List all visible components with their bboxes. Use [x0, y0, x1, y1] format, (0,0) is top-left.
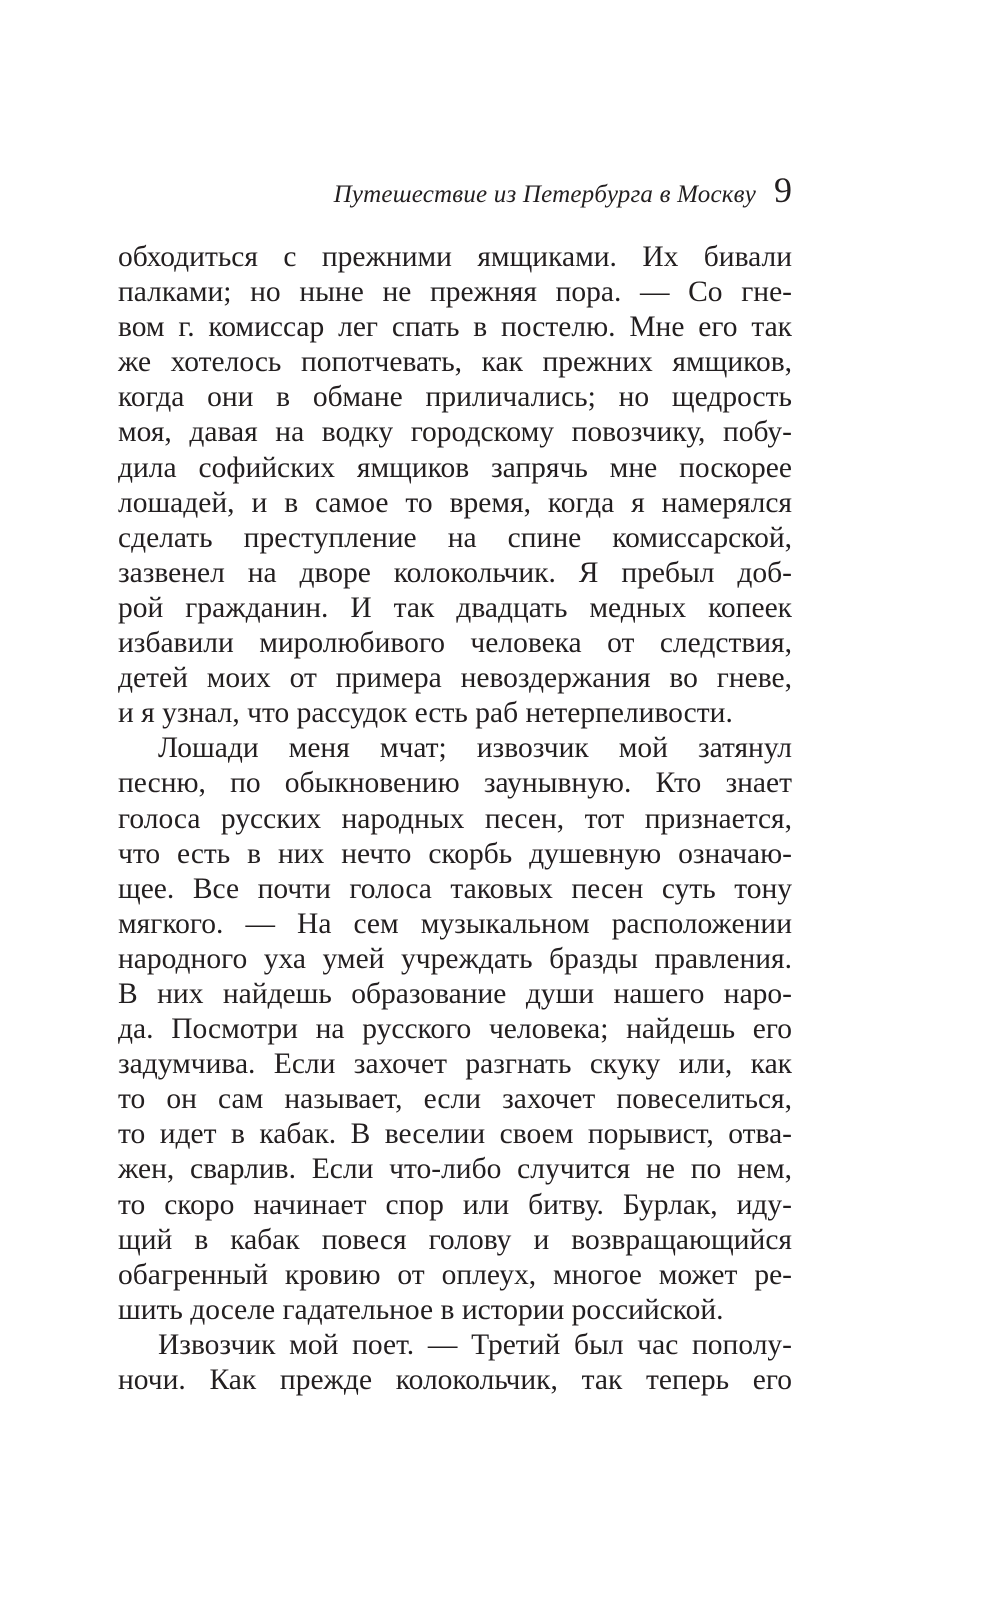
text-line: дила софийских ямщиков запрячь мне поскорее [118, 451, 792, 484]
page-number: 9 [774, 170, 792, 210]
text-line: да. Посмотри на русского человека; найдешь его [118, 1013, 792, 1046]
paragraph [118, 1328, 792, 1398]
text-line: сделать преступление на спине комиссарской, [118, 521, 792, 554]
running-title: Путешествие из Петербурга в Москву [333, 181, 756, 208]
text-line: народного уха умей учреждать бразды правления. [118, 942, 792, 975]
text-line: то скоро начинает спор или битву. Бурлак, иду- [118, 1188, 792, 1221]
text-line: жен, сварлив. Если что-либо случится не по нем, [118, 1153, 792, 1186]
text-line: щий в кабак повеся голову и возвращающийся [118, 1223, 792, 1256]
text-line: щее. Все почти голоса таковых песен суть тону [118, 872, 792, 905]
text-line: Извозчик мой поет. — Третий был час пополу- [158, 1328, 792, 1361]
text-line: лошадей, и в самое то время, когда я намерялся [118, 486, 792, 519]
text-line: что есть в них нечто скорбь душевную означаю- [118, 837, 792, 870]
text-line: и я узнал, что рассудок есть раб нетерпеливости. [118, 697, 733, 730]
text-line: когда они в обмане приличались; но щедрость [118, 381, 792, 414]
text-line: обагренный кровию от оплеух, многое может ре- [118, 1258, 792, 1291]
body-text [118, 240, 792, 1398]
text-line: обходиться с прежними ямщиками. Их бивали [118, 241, 792, 273]
text-line: ночи. Как прежде колокольчик, так теперь его [118, 1364, 792, 1396]
text-line: палками; но ныне не прежняя пора. — Со гне- [118, 276, 792, 309]
text-line: моя, давая на водку городскому повозчику, побу- [118, 416, 792, 449]
text-line: избавили миролюбивого человека от следствия, [118, 627, 792, 660]
text-line: зазвенел на дворе колокольчик. Я пребыл доб- [118, 556, 792, 589]
text-line: голоса русских народных песен, тот признается, [118, 802, 792, 835]
text-line: В них найдешь образование души нашего наро- [118, 977, 792, 1010]
text-line: вом г. комиссар лег спать в постелю. Мне его так [118, 311, 792, 344]
running-head [118, 172, 792, 220]
text-line: то он сам называет, если захочет повеселиться, [118, 1083, 792, 1116]
text-line: задумчива. Если захочет разгнать скуку или, как [118, 1048, 792, 1081]
text-line: мягкого. — На сем музыкальном расположении [118, 907, 792, 940]
text-line: Лошади меня мчат; извозчик мой затянул [158, 732, 792, 765]
text-line: детей моих от примера невоздержания во гневе, [118, 662, 792, 695]
text-line: рой гражданин. И так двадцать медных копеек [118, 591, 792, 624]
paragraph [118, 731, 792, 1328]
text-line: же хотелось попотчевать, как прежних ямщиков, [118, 346, 792, 379]
text-line: то идет в кабак. В веселии своем порывист, отва- [118, 1118, 792, 1151]
paragraph [118, 240, 792, 731]
text-line: песню, по обыкновению заунывную. Кто знает [118, 767, 792, 800]
text-line: шить доселе гадательное в истории российской. [118, 1293, 724, 1326]
